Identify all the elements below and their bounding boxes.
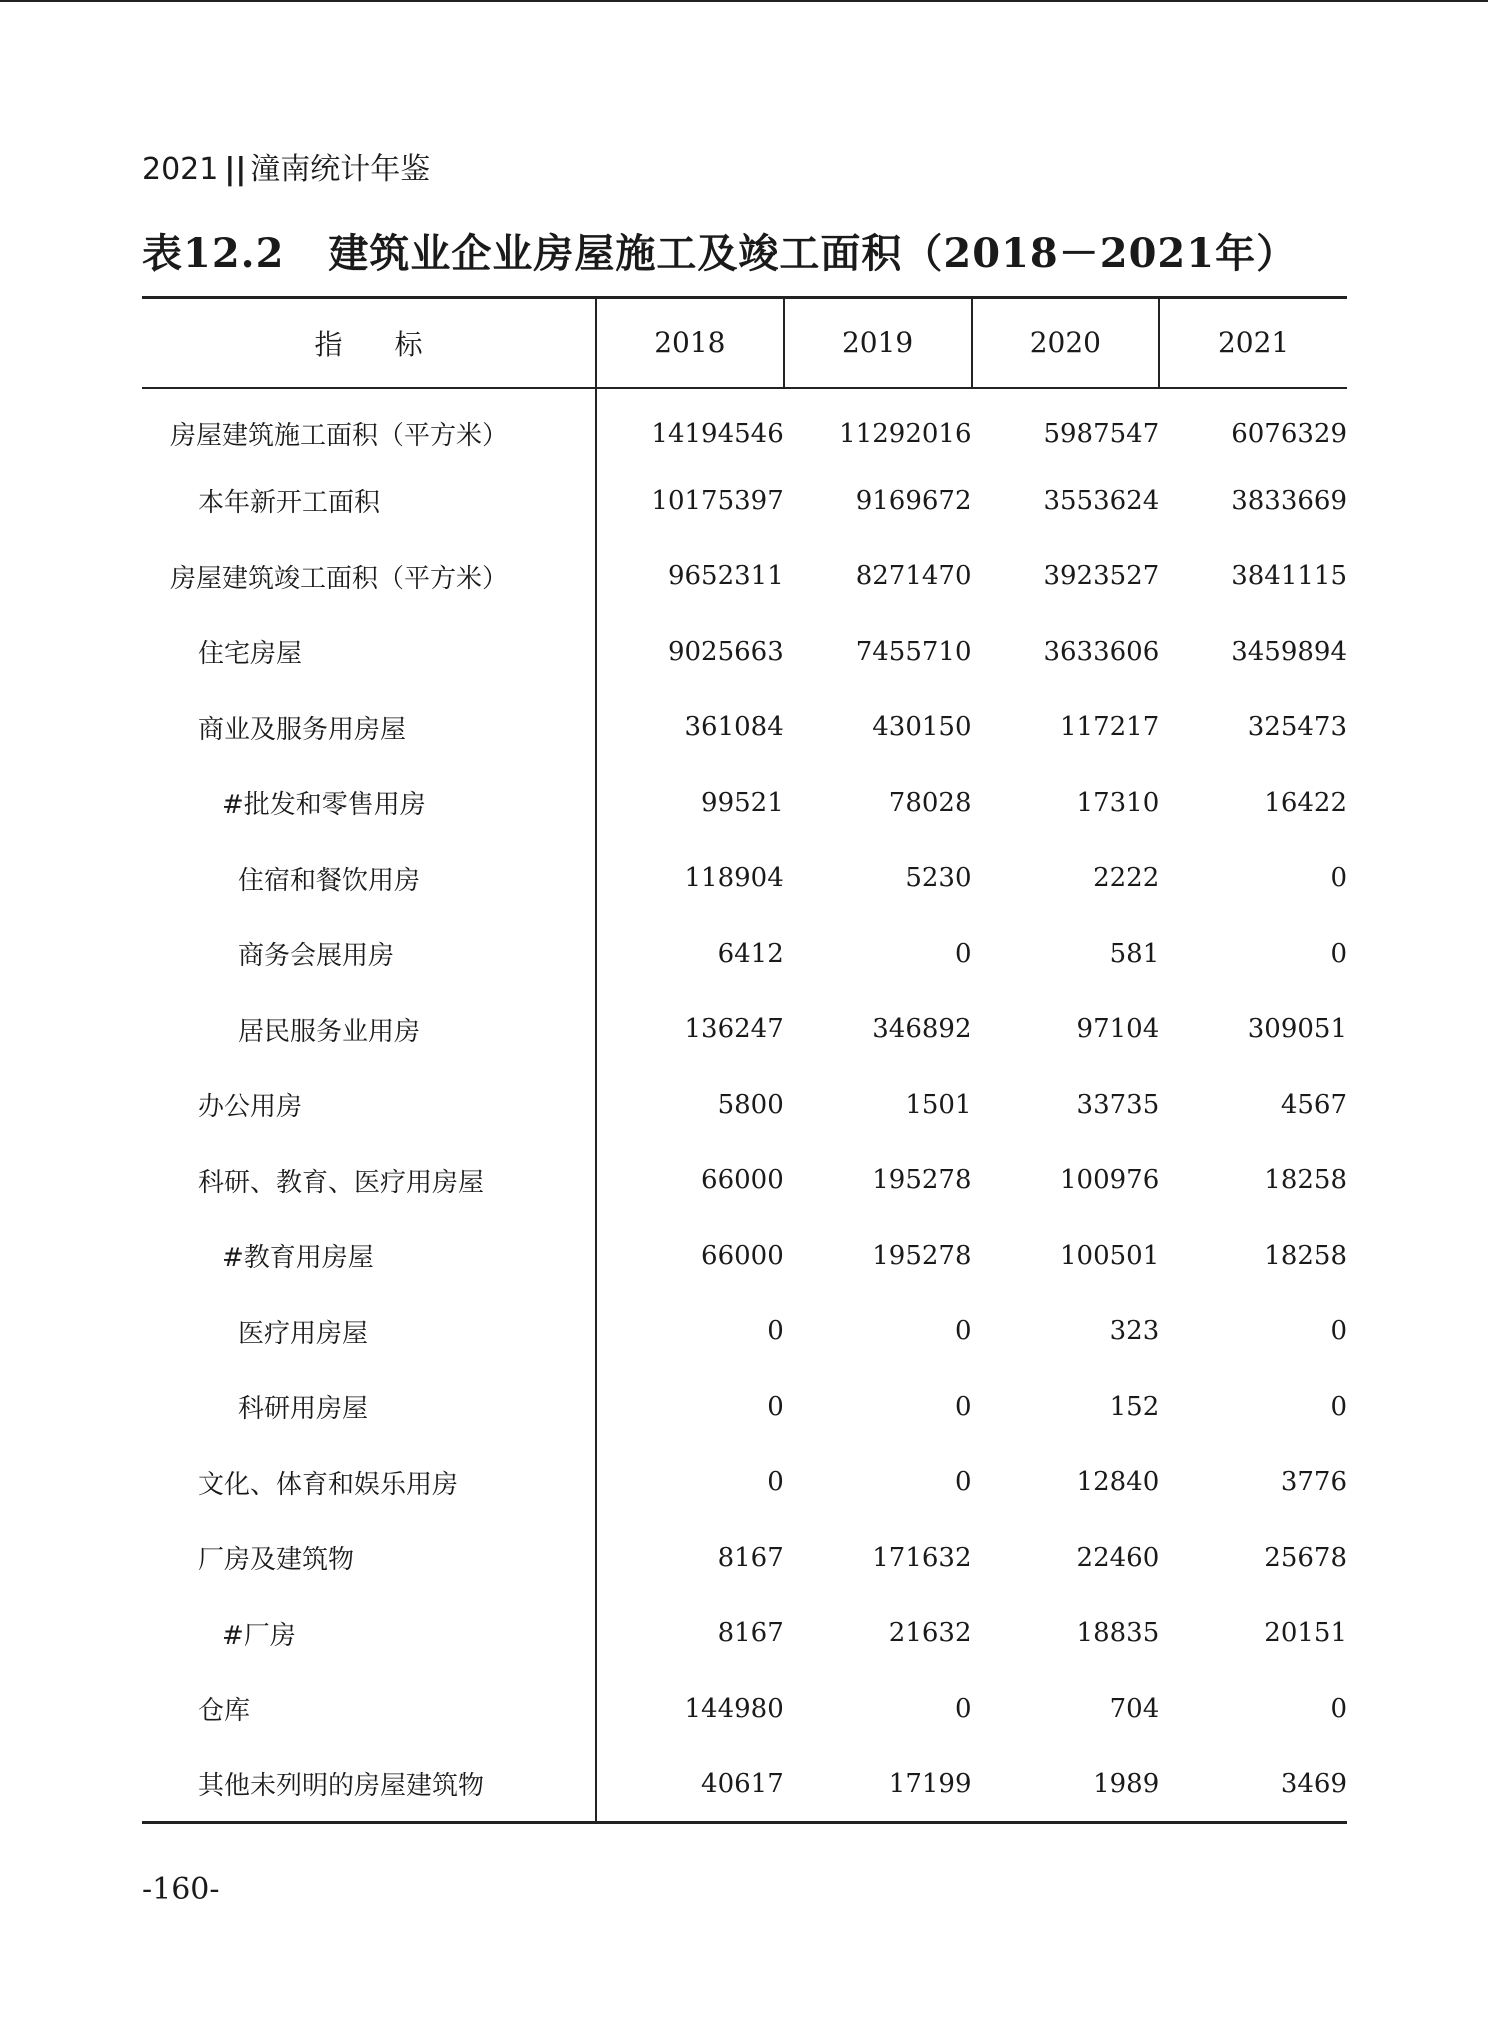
cell-value-2021: 0 bbox=[1330, 1391, 1347, 1422]
cell-value-2020: 323 bbox=[1109, 1316, 1160, 1347]
cell-value-2019: 0 bbox=[954, 1391, 972, 1422]
cell-value-2019: 8271470 bbox=[855, 561, 972, 592]
row-indicator-label: #教育用房屋 bbox=[142, 1218, 596, 1294]
table-row bbox=[142, 1294, 1347, 1370]
cell-value-2019: 21632 bbox=[888, 1618, 972, 1649]
cell-value-2021: 3459894 bbox=[1231, 636, 1347, 667]
cell-value-2021: 309051 bbox=[1247, 1014, 1347, 1045]
row-indicator-label: #厂房 bbox=[142, 1596, 596, 1672]
indicator-header-char-2: 标 bbox=[394, 327, 423, 361]
cell-value-2020: 152 bbox=[1109, 1391, 1160, 1422]
row-indicator-label: 房屋建筑竣工面积（平方米） bbox=[142, 539, 596, 615]
cell-value-2020: 18835 bbox=[1076, 1618, 1160, 1649]
table-row bbox=[142, 992, 1347, 1068]
cell-value-2018: 9025663 bbox=[667, 636, 784, 667]
page-number: -160- bbox=[142, 1872, 220, 1907]
cell-value-2019: 430150 bbox=[872, 712, 972, 743]
table-number: 表12.2 bbox=[142, 230, 285, 277]
table-row bbox=[142, 1671, 1347, 1747]
cell-value-2019: 1501 bbox=[905, 1089, 972, 1120]
statistics-table bbox=[142, 296, 1347, 1824]
cell-value-2021: 0 bbox=[1330, 1693, 1347, 1724]
row-indicator-label: 科研用房屋 bbox=[142, 1369, 596, 1445]
cell-value-2019: 7455710 bbox=[855, 636, 972, 667]
cell-value-2021: 18258 bbox=[1264, 1165, 1347, 1196]
row-indicator-label: 仓库 bbox=[142, 1671, 596, 1747]
cell-value-2020: 704 bbox=[1109, 1693, 1160, 1724]
table-row bbox=[142, 916, 1347, 992]
cell-value-2019: 78028 bbox=[888, 787, 972, 818]
running-head-separator: || bbox=[224, 152, 247, 187]
running-head bbox=[142, 144, 430, 188]
cell-value-2021: 4567 bbox=[1280, 1089, 1347, 1120]
table-row bbox=[142, 539, 1347, 615]
cell-value-2020: 3633606 bbox=[1043, 636, 1160, 667]
table-row bbox=[142, 1747, 1347, 1823]
row-indicator-label: 商务会展用房 bbox=[142, 916, 596, 992]
cell-value-2019: 0 bbox=[954, 938, 972, 969]
cell-value-2018: 6412 bbox=[717, 938, 784, 969]
cell-value-2018: 40617 bbox=[596, 1747, 784, 1823]
table-row bbox=[142, 1143, 1347, 1219]
year-column-header: 2020 bbox=[972, 298, 1160, 388]
cell-value-2021: 3469 bbox=[1159, 1747, 1347, 1823]
cell-value-2020: 117217 bbox=[1059, 712, 1160, 743]
year-column-header: 2018 bbox=[596, 298, 784, 388]
cell-value-2020: 5987547 bbox=[1043, 418, 1160, 449]
row-indicator-label: 科研、教育、医疗用房屋 bbox=[142, 1143, 596, 1219]
cell-value-2021: 0 bbox=[1330, 938, 1347, 969]
table-title-text: 建筑业企业房屋施工及竣工面积（2018－2021年） bbox=[328, 230, 1298, 277]
table-title bbox=[142, 222, 1297, 279]
row-indicator-label: 其他未列明的房屋建筑物 bbox=[142, 1747, 596, 1823]
cell-value-2020: 97104 bbox=[1076, 1014, 1160, 1045]
table-row bbox=[142, 841, 1347, 917]
cell-value-2021: 3833669 bbox=[1231, 485, 1347, 516]
running-head-book-title: 潼南统计年鉴 bbox=[250, 152, 431, 187]
row-indicator-label: 住宿和餐饮用房 bbox=[142, 841, 596, 917]
cell-value-2020: 22460 bbox=[1076, 1542, 1160, 1573]
indicator-header-char-1: 指 bbox=[314, 327, 343, 361]
year-column-header: 2019 bbox=[784, 298, 972, 388]
cell-value-2018: 10175397 bbox=[651, 485, 784, 516]
table-row bbox=[142, 1596, 1347, 1672]
page-top-rule bbox=[0, 0, 1488, 2]
cell-value-2021: 6076329 bbox=[1231, 418, 1347, 449]
row-indicator-label: 房屋建筑施工面积（平方米） bbox=[142, 388, 596, 464]
cell-value-2020: 1989 bbox=[972, 1747, 1160, 1823]
cell-value-2021: 20151 bbox=[1264, 1618, 1347, 1649]
cell-value-2021: 325473 bbox=[1247, 712, 1347, 743]
cell-value-2018: 361084 bbox=[684, 712, 784, 743]
cell-value-2018: 144980 bbox=[684, 1693, 784, 1724]
cell-value-2018: 0 bbox=[767, 1467, 784, 1498]
row-indicator-label: 医疗用房屋 bbox=[142, 1294, 596, 1370]
cell-value-2019: 11292016 bbox=[839, 418, 972, 449]
cell-value-2018: 8167 bbox=[717, 1542, 784, 1573]
year-column-header: 2021 bbox=[1159, 298, 1347, 388]
running-head-year: 2021 bbox=[142, 152, 219, 187]
table-row bbox=[142, 1445, 1347, 1521]
cell-value-2018: 0 bbox=[767, 1391, 784, 1422]
cell-value-2018: 5800 bbox=[717, 1089, 784, 1120]
table-row bbox=[142, 1218, 1347, 1294]
table-row bbox=[142, 1369, 1347, 1445]
table-row bbox=[142, 463, 1347, 539]
table-row bbox=[142, 1520, 1347, 1596]
cell-value-2018: 136247 bbox=[684, 1014, 784, 1045]
cell-value-2018: 66000 bbox=[701, 1165, 784, 1196]
cell-value-2020: 33735 bbox=[1076, 1089, 1160, 1120]
cell-value-2019: 0 bbox=[954, 1467, 972, 1498]
cell-value-2021: 16422 bbox=[1264, 787, 1347, 818]
cell-value-2021: 3776 bbox=[1280, 1467, 1347, 1498]
indicator-column-header bbox=[142, 298, 596, 388]
table-body bbox=[142, 388, 1347, 1823]
cell-value-2021: 0 bbox=[1330, 1316, 1347, 1347]
cell-value-2021: 18258 bbox=[1264, 1240, 1347, 1271]
cell-value-2019: 0 bbox=[954, 1316, 972, 1347]
cell-value-2019: 9169672 bbox=[855, 485, 972, 516]
cell-value-2018: 66000 bbox=[701, 1240, 784, 1271]
row-indicator-label: 办公用房 bbox=[142, 1067, 596, 1143]
cell-value-2018: 118904 bbox=[684, 863, 784, 894]
cell-value-2020: 100976 bbox=[1059, 1165, 1160, 1196]
cell-value-2020: 12840 bbox=[1076, 1467, 1160, 1498]
cell-value-2019: 0 bbox=[954, 1693, 972, 1724]
table-row bbox=[142, 614, 1347, 690]
cell-value-2020: 3553624 bbox=[1043, 485, 1160, 516]
cell-value-2019: 17199 bbox=[784, 1747, 972, 1823]
table-header-row bbox=[142, 298, 1347, 388]
cell-value-2020: 2222 bbox=[1093, 863, 1160, 894]
table-row bbox=[142, 765, 1347, 841]
row-indicator-label: 本年新开工面积 bbox=[142, 463, 596, 539]
cell-value-2018: 9652311 bbox=[667, 561, 784, 592]
row-indicator-label: 商业及服务用房屋 bbox=[142, 690, 596, 766]
cell-value-2020: 3923527 bbox=[1043, 561, 1160, 592]
cell-value-2021: 0 bbox=[1330, 863, 1347, 894]
row-indicator-label: 厂房及建筑物 bbox=[142, 1520, 596, 1596]
cell-value-2018: 0 bbox=[767, 1316, 784, 1347]
cell-value-2020: 100501 bbox=[1059, 1240, 1160, 1271]
cell-value-2019: 346892 bbox=[872, 1014, 972, 1045]
cell-value-2021: 3841115 bbox=[1231, 561, 1347, 592]
table-row bbox=[142, 388, 1347, 464]
cell-value-2018: 8167 bbox=[717, 1618, 784, 1649]
cell-value-2018: 14194546 bbox=[651, 418, 784, 449]
cell-value-2019: 195278 bbox=[872, 1240, 972, 1271]
cell-value-2019: 195278 bbox=[872, 1165, 972, 1196]
table-row bbox=[142, 1067, 1347, 1143]
row-indicator-label: 文化、体育和娱乐用房 bbox=[142, 1445, 596, 1521]
cell-value-2020: 581 bbox=[1109, 938, 1160, 969]
cell-value-2019: 171632 bbox=[872, 1542, 972, 1573]
table-row bbox=[142, 690, 1347, 766]
row-indicator-label: #批发和零售用房 bbox=[142, 765, 596, 841]
row-indicator-label: 居民服务业用房 bbox=[142, 992, 596, 1068]
cell-value-2020: 17310 bbox=[1076, 787, 1160, 818]
row-indicator-label: 住宅房屋 bbox=[142, 614, 596, 690]
cell-value-2019: 5230 bbox=[905, 863, 972, 894]
cell-value-2018: 99521 bbox=[701, 787, 784, 818]
cell-value-2021: 25678 bbox=[1264, 1542, 1347, 1573]
